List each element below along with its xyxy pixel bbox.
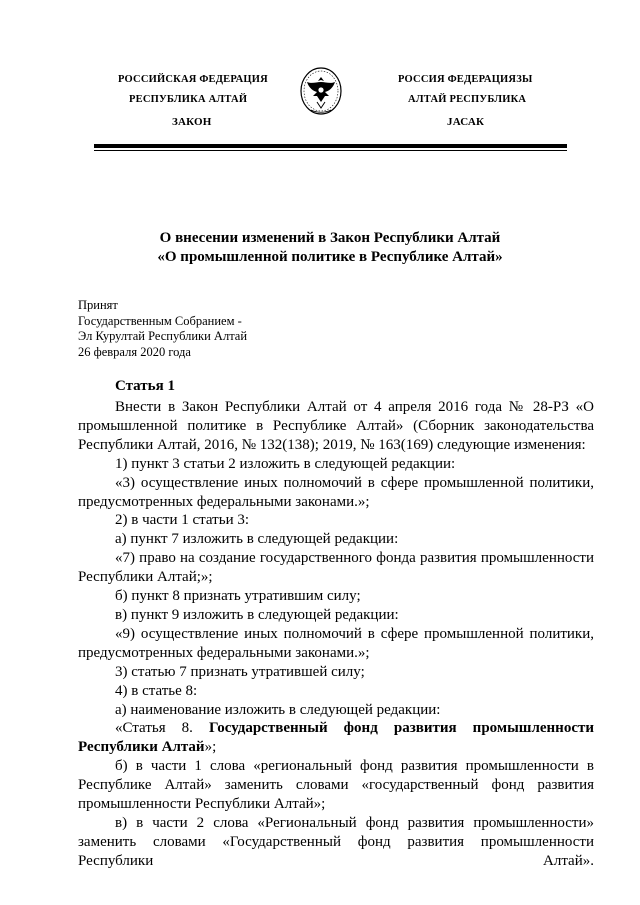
article-paragraph: б) в части 1 слова «региональный фонд развития промышленности в Республике Алтай» заменить словами «государственный фонд развития промышленности Республики Алтай»; — [78, 758, 594, 813]
header-left-line1: РОССИЙСКАЯ ФЕДЕРАЦИЯ — [118, 74, 268, 85]
article-paragraph: Внести в Закон Республики Алтай от 4 апреля 2016 года № 28-РЗ «О промышленной политике в Республике Алтай» (Сборник законодательства Республики Алтай, 2016, № 132(138); 2019, № 163(169) следующие изменения: — [78, 399, 594, 453]
header-right-line1: РОССИЯ ФЕДЕРАЦИЯЗЫ — [398, 74, 533, 85]
article-paragraph: 1) пункт 3 статьи 2 изложить в следующей редакции: — [115, 455, 456, 472]
article8-suffix: »; — [204, 739, 217, 756]
header-left-line2: РЕСПУБЛИКА АЛТАЙ — [129, 94, 248, 105]
coat-of-arms-icon — [299, 66, 343, 120]
article-heading: Статья 1 — [115, 378, 175, 394]
article-paragraph: 3) статью 7 признать утратившей силу; — [115, 663, 365, 680]
article-paragraph: в) пункт 9 изложить в следующей редакции: — [115, 606, 399, 623]
article-paragraph: в) в части 2 слова «Региональный фонд развития промышленности» заменить словами «Государственный фонд развития промышленности Республики Алтай». — [78, 814, 594, 869]
header-divider-thin — [94, 150, 567, 151]
header-right-doc-type: JАСАК — [447, 116, 485, 128]
adopted-by-line2: Эл Курултай Республики Алтай — [78, 329, 248, 343]
adopted-label: Принят — [78, 298, 118, 312]
adopted-by-line1: Государственным Собранием - — [78, 314, 242, 328]
article-paragraph-article8-title — [78, 719, 594, 757]
article-paragraph: 2) в части 1 статьи 3: — [115, 512, 250, 529]
article8-new-name: Государственный фонд развития промышленности Республики Алтай — [78, 720, 594, 756]
article-paragraph: 4) в статье 8: — [115, 682, 198, 699]
article-paragraph: «7) право на создание государственного фонда развития промышленности Республики Алтай;»; — [78, 550, 594, 586]
article-paragraph: а) пункт 7 изложить в следующей редакции: — [115, 531, 399, 548]
article-paragraph: «3) осуществление иных полномочий в сфере промышленной политики, предусмотренных федеральными законами.»; — [78, 474, 594, 510]
header-left-doc-type: ЗАКОН — [172, 116, 212, 128]
article-paragraph: а) наименование изложить в следующей редакции: — [115, 701, 441, 718]
article-paragraph: «9) осуществление иных полномочий в сфере промышленной политики, предусмотренных федеральными законами.»; — [78, 625, 594, 661]
law-title-line2: «О промышленной политике в Республике Алтай» — [157, 249, 503, 265]
law-title-line1: О внесении изменений в Закон Республики Алтай — [159, 230, 501, 246]
adopted-date: 26 февраля 2020 года — [78, 345, 191, 359]
article-body — [78, 398, 594, 871]
header-divider-thick — [94, 144, 567, 148]
article-paragraph: б) пункт 8 признать утратившим силу; — [115, 588, 361, 605]
article8-prefix: «Статья 8. — [115, 720, 210, 737]
header-right-line2: АЛТАЙ РЕСПУБЛИКА — [408, 94, 527, 105]
